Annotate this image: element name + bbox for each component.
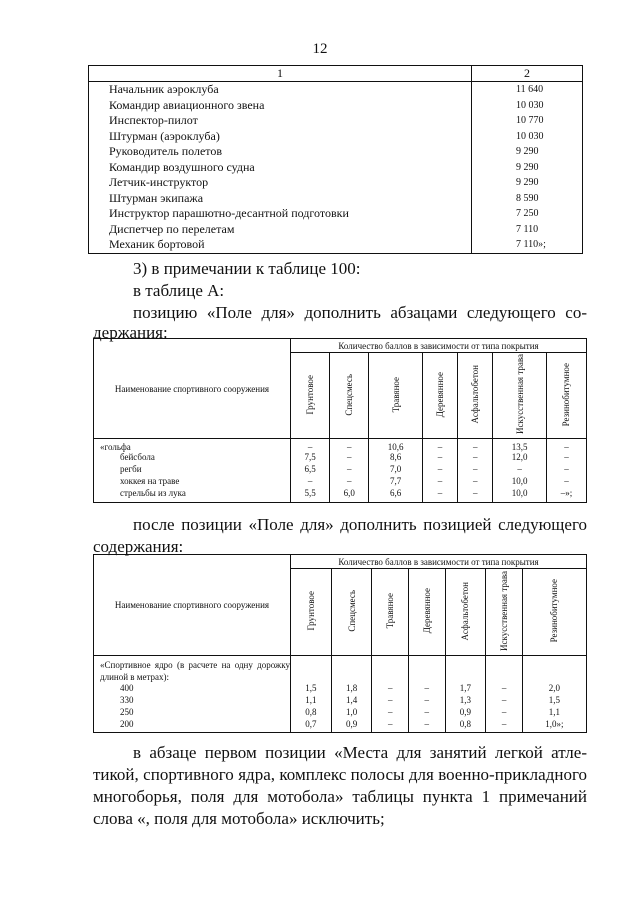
col-header-rubber: Резинобитумное (549, 579, 560, 643)
cell: – (493, 464, 547, 476)
cell: –»; (546, 488, 586, 502)
table-row (89, 129, 583, 145)
cell: – (409, 695, 446, 707)
salary-value: 10 030 (472, 98, 583, 114)
cell: 10,0 (493, 488, 547, 502)
facility-name: хоккея на траве (94, 476, 291, 488)
paragraph-after-field-line2: содержания: (93, 537, 184, 556)
table-row (94, 656, 587, 684)
cell: 1,1 (291, 695, 332, 707)
table1-col2-header: 2 (472, 66, 583, 82)
salary-table (88, 65, 583, 254)
table-row (94, 452, 587, 464)
cell: – (546, 476, 586, 488)
cell: – (458, 488, 493, 502)
cell: – (486, 707, 523, 719)
cell: 0,7 (291, 719, 332, 732)
cell: 6,6 (369, 488, 423, 502)
col-header-ground: Грунтовое (305, 374, 316, 415)
col-header-asphalt: Асфальтобетон (460, 581, 471, 641)
position-name: Командир авиационного звена (89, 98, 472, 114)
cell: 8,6 (369, 452, 423, 464)
position-name: Руководитель полетов (89, 144, 472, 160)
cell: – (458, 439, 493, 453)
cell: 1,0»; (522, 719, 586, 732)
col-header-artificial-grass: Искусственная трава (514, 354, 525, 435)
position-name: Инструктор парашютно-десантной подготовки (89, 206, 472, 222)
paragraph-athletics-line2: тикой, спортивного ядра, комплекс полосы для военно-прикладного (93, 765, 587, 784)
salary-value: 9 290 (472, 175, 583, 191)
table-row (94, 683, 587, 695)
cell: 6,0 (330, 488, 369, 502)
page-number: 12 (312, 41, 328, 57)
score-group-header: Количество баллов в зависимости от типа покрытия (291, 555, 587, 569)
cell: – (372, 695, 409, 707)
cell: 7,0 (369, 464, 423, 476)
track-length: 250 (94, 707, 291, 719)
salary-value: 9 290 (472, 160, 583, 176)
col-header-asphalt: Асфальтобетон (470, 365, 481, 424)
table-row (89, 206, 583, 222)
cell: – (422, 439, 457, 453)
table-row (94, 719, 587, 732)
col-header-wood: Деревянное (421, 588, 432, 634)
position-name: Механик бортовой (89, 237, 472, 253)
cell: 2,0 (522, 683, 586, 695)
cell: – (458, 464, 493, 476)
cell: – (330, 464, 369, 476)
col-header-grass: Травяное (390, 376, 401, 413)
position-name: Командир воздушного судна (89, 160, 472, 176)
facility-name-header: Наименование спортивного сооружения (94, 339, 291, 439)
salary-value: 10 030 (472, 129, 583, 145)
cell: 1,7 (445, 683, 486, 695)
paragraph-field-line2: держания: (93, 323, 168, 342)
col-header-wood: Деревянное (435, 371, 446, 418)
cell: 1,8 (331, 683, 372, 695)
cell: 1,4 (331, 695, 372, 707)
cell: – (422, 464, 457, 476)
facility-name: бейсбола (94, 452, 291, 464)
table-row (89, 175, 583, 191)
cell: – (546, 439, 586, 453)
cell: – (330, 452, 369, 464)
cell: – (546, 452, 586, 464)
col-header-rubber: Резинобитумное (561, 362, 572, 427)
cell: – (409, 719, 446, 732)
paragraph-note-100: 3) в примечании к таблице 100: (133, 259, 361, 278)
facility-name: стрельбы из лука (94, 488, 291, 502)
table1-col1-header: 1 (89, 66, 472, 82)
facility-name: регби (94, 464, 291, 476)
table-row (89, 98, 583, 114)
cell: – (372, 707, 409, 719)
cell: – (486, 719, 523, 732)
cell: – (422, 488, 457, 502)
cell: – (372, 683, 409, 695)
salary-value: 9 290 (472, 144, 583, 160)
cell: 1,5 (291, 683, 332, 695)
salary-value: 10 770 (472, 113, 583, 129)
position-name: Штурман (аэроклуба) (89, 129, 472, 145)
cell: – (291, 439, 330, 453)
paragraph-field-line1: позицию «Поле для» дополнить абзацами следующего со- (133, 303, 587, 322)
paragraph-after-field-line1: после позиции «Поле для» дополнить позицией следующего (133, 515, 587, 534)
cell: – (409, 683, 446, 695)
salary-value: 11 640 (472, 82, 583, 98)
table-row (94, 707, 587, 719)
cell: – (291, 476, 330, 488)
cell: – (458, 452, 493, 464)
table-row (89, 160, 583, 176)
col-header-mix: Спецсмесь (344, 373, 355, 416)
salary-value: 7 250 (472, 206, 583, 222)
cell: 1,3 (445, 695, 486, 707)
paragraph-table-a: в таблице А: (133, 281, 225, 300)
cell: 12,0 (493, 452, 547, 464)
track-length: 330 (94, 695, 291, 707)
cell: 5,5 (291, 488, 330, 502)
cell: 0,9 (331, 719, 372, 732)
col-header-grass: Травяное (385, 593, 396, 629)
facility-name-header: Наименование спортивного сооружения (94, 555, 291, 656)
table-row (94, 464, 587, 476)
cell: – (422, 452, 457, 464)
cell: 1,0 (331, 707, 372, 719)
table-row (89, 237, 583, 253)
sports-facilities-table-2 (93, 554, 587, 733)
paragraph-athletics-line3: многоборья, поля для мотобола» таблицы пункта 1 примечаний (93, 787, 587, 806)
paragraph-athletics-line4: слова «, поля для мотобола» исключить; (93, 809, 385, 828)
col-header-mix: Спецсмесь (346, 590, 357, 632)
cell: 10,0 (493, 476, 547, 488)
cell: 0,9 (445, 707, 486, 719)
table-row (89, 144, 583, 160)
cell: 1,1 (522, 707, 586, 719)
cell: 1,5 (522, 695, 586, 707)
position-name: Диспетчер по перелетам (89, 222, 472, 238)
table-row (94, 476, 587, 488)
cell: – (546, 464, 586, 476)
track-length: 200 (94, 719, 291, 732)
track-length: 400 (94, 683, 291, 695)
position-name: Летчик-инструктор (89, 175, 472, 191)
salary-value: 7 110 (472, 222, 583, 238)
cell: – (486, 695, 523, 707)
salary-value: 8 590 (472, 191, 583, 207)
position-name: Начальник аэроклуба (89, 82, 472, 98)
sports-facilities-table-1 (93, 338, 587, 503)
table-row (94, 488, 587, 502)
table-row (89, 191, 583, 207)
table-row (89, 222, 583, 238)
cell: 6,5 (291, 464, 330, 476)
table-row (89, 82, 583, 98)
cell: – (330, 476, 369, 488)
cell: – (458, 476, 493, 488)
cell: 0,8 (291, 707, 332, 719)
cell: – (372, 719, 409, 732)
salary-value: 7 110»; (472, 237, 583, 253)
score-group-header: Количество баллов в зависимости от типа покрытия (291, 339, 587, 353)
cell: 7,5 (291, 452, 330, 464)
cell: 10,6 (369, 439, 423, 453)
cell: 7,7 (369, 476, 423, 488)
table-row (94, 439, 587, 453)
facility-name: «гольфа (94, 439, 291, 453)
position-name: Штурман экипажа (89, 191, 472, 207)
paragraph-athletics-line1: в абзаце первом позиции «Места для занятий легкой атле- (133, 743, 587, 762)
cell: 13,5 (493, 439, 547, 453)
cell: – (409, 707, 446, 719)
col-header-ground: Грунтовое (305, 591, 316, 631)
cell: – (486, 683, 523, 695)
position-name: Инспектор-пилот (89, 113, 472, 129)
table-row (89, 113, 583, 129)
sports-core-header: «Спортивное ядро (в расчете на одну дорожку длиной в метрах): (94, 656, 291, 684)
cell: – (330, 439, 369, 453)
col-header-artificial-grass: Искусственная трава (499, 570, 510, 652)
cell: 0,8 (445, 719, 486, 732)
cell: – (422, 476, 457, 488)
table-row (94, 695, 587, 707)
